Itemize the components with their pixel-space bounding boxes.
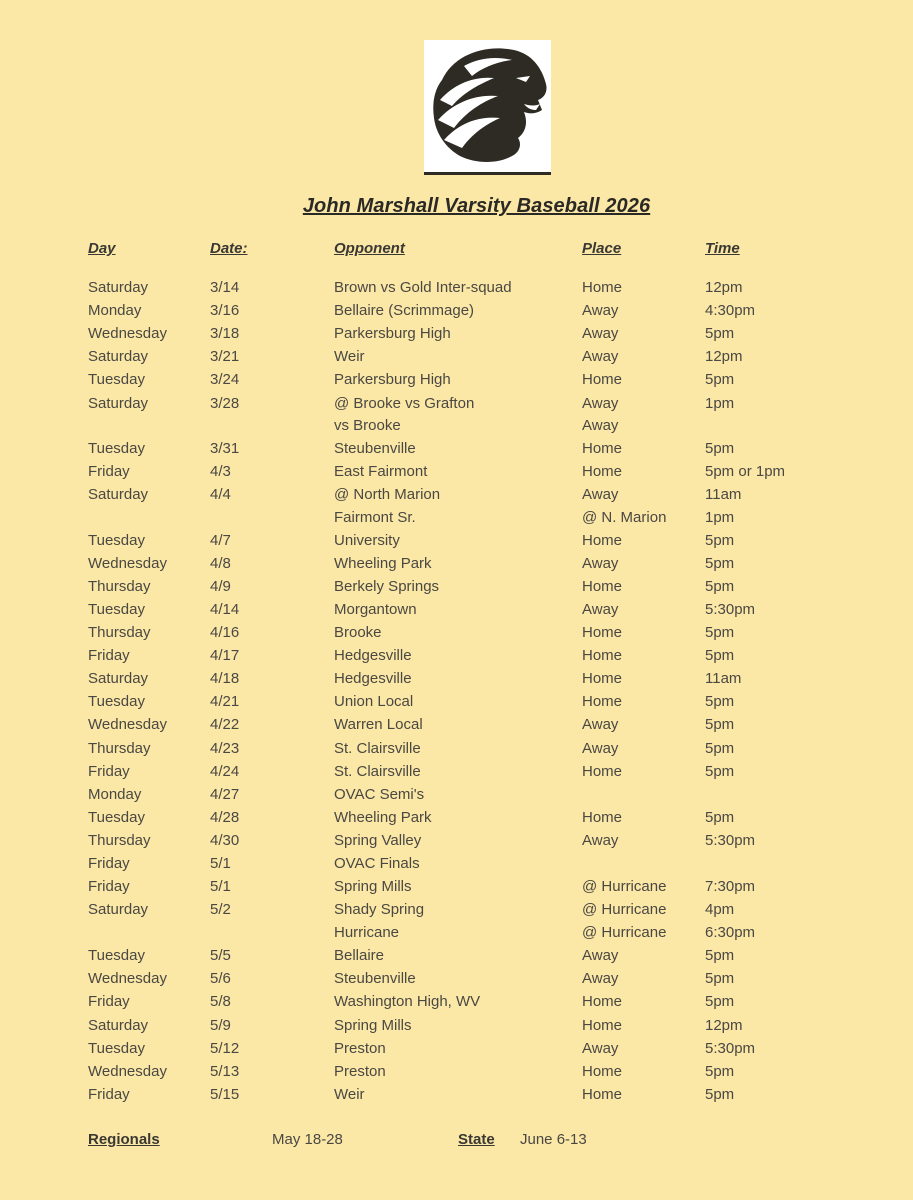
cell-date: 4/9 <box>210 578 231 595</box>
cell-day: Thursday <box>88 832 151 849</box>
cell-date: 4/3 <box>210 463 231 480</box>
cell-time: 5pm <box>705 532 735 549</box>
cell-place: Home <box>582 463 623 480</box>
cell-date: 3/28 <box>210 395 240 412</box>
cell-place: Home <box>582 993 623 1010</box>
table-row <box>0 279 913 301</box>
table-row <box>0 993 913 1015</box>
cell-date: 4/8 <box>210 555 231 572</box>
cell-opponent: Washington High, WV <box>334 993 481 1010</box>
cell-date: 3/18 <box>210 325 240 342</box>
header-opponent: Opponent <box>334 240 405 257</box>
cell-place: Home <box>582 279 623 296</box>
cell-time: 12pm <box>705 348 743 365</box>
cell-day: Saturday <box>88 486 149 503</box>
cell-day: Tuesday <box>88 1040 145 1057</box>
cell-opponent: Morgantown <box>334 601 417 618</box>
table-row <box>0 970 913 992</box>
schedule-title: John Marshall Varsity Baseball 2026 <box>302 195 651 217</box>
header-place: Place <box>582 240 622 257</box>
table-row <box>0 647 913 669</box>
cell-time: 5pm or 1pm <box>705 463 786 480</box>
cell-opponent: Hedgesville <box>334 647 412 664</box>
cell-day: Friday <box>88 463 130 480</box>
cell-place: @ Hurricane <box>582 924 667 941</box>
cell-day: Wednesday <box>88 325 167 342</box>
cell-time: 4pm <box>705 901 735 918</box>
cell-place: Away <box>582 395 619 412</box>
cell-day: Saturday <box>88 395 149 412</box>
cell-date: 3/16 <box>210 302 240 319</box>
header-date: Date: <box>210 240 248 257</box>
cell-time: 5pm <box>705 693 735 710</box>
header-time: Time <box>705 240 740 257</box>
cell-date: 5/1 <box>210 855 231 872</box>
cell-opponent: Steubenville <box>334 970 416 987</box>
table-row <box>0 1040 913 1062</box>
cell-day: Wednesday <box>88 555 167 572</box>
cell-day: Wednesday <box>88 970 167 987</box>
cell-place: Home <box>582 578 623 595</box>
cell-time: 12pm <box>705 1017 743 1034</box>
cell-day: Tuesday <box>88 693 145 710</box>
cell-opponent: Preston <box>334 1040 386 1057</box>
cell-place: Away <box>582 325 619 342</box>
cell-day: Tuesday <box>88 601 145 618</box>
table-row <box>0 1017 913 1039</box>
cell-day: Wednesday <box>88 716 167 733</box>
cell-time: 5:30pm <box>705 601 756 618</box>
cell-place: Home <box>582 809 623 826</box>
cell-time: 5pm <box>705 763 735 780</box>
regionals-label: Regionals <box>88 1131 160 1148</box>
cell-opponent: Hedgesville <box>334 670 412 687</box>
table-row <box>0 486 913 508</box>
cell-place: Home <box>582 440 623 457</box>
table-row <box>0 740 913 762</box>
cell-date: 5/5 <box>210 947 231 964</box>
cell-time: 5pm <box>705 740 735 757</box>
cell-date: 3/24 <box>210 371 240 388</box>
cell-day: Tuesday <box>88 371 145 388</box>
cell-time: 5pm <box>705 970 735 987</box>
cell-date: 4/23 <box>210 740 240 757</box>
cell-day: Saturday <box>88 348 149 365</box>
cell-day: Monday <box>88 786 142 803</box>
cell-opponent: @ North Marion <box>334 486 441 503</box>
table-row <box>0 578 913 600</box>
table-row <box>0 555 913 577</box>
cell-date: 3/31 <box>210 440 240 457</box>
table-row <box>0 947 913 969</box>
cell-date: 5/9 <box>210 1017 231 1034</box>
table-row <box>0 440 913 462</box>
table-row <box>0 532 913 554</box>
cell-day: Friday <box>88 993 130 1010</box>
table-row <box>0 417 913 439</box>
cell-place: Home <box>582 1086 623 1103</box>
cell-place: Away <box>582 970 619 987</box>
table-row <box>0 509 913 531</box>
cell-day: Monday <box>88 302 142 319</box>
table-row <box>0 601 913 623</box>
cell-time: 5pm <box>705 440 735 457</box>
cell-day: Thursday <box>88 578 151 595</box>
table-row <box>0 670 913 692</box>
cell-day: Friday <box>88 647 130 664</box>
lion-head-icon <box>424 40 551 169</box>
cell-place: Home <box>582 763 623 780</box>
cell-place: Away <box>582 947 619 964</box>
cell-date: 4/30 <box>210 832 240 849</box>
cell-opponent: Brown vs Gold Inter-squad <box>334 279 512 296</box>
cell-opponent: Parkersburg High <box>334 325 451 342</box>
cell-opponent: Berkely Springs <box>334 578 440 595</box>
cell-time: 5pm <box>705 993 735 1010</box>
cell-opponent: Shady Spring <box>334 901 425 918</box>
table-row <box>0 1063 913 1085</box>
cell-time: 6:30pm <box>705 924 756 941</box>
table-row <box>0 1086 913 1108</box>
cell-opponent: Wheeling Park <box>334 555 432 572</box>
cell-opponent: Weir <box>334 1086 365 1103</box>
cell-time: 12pm <box>705 279 743 296</box>
cell-opponent: @ Brooke vs Grafton <box>334 395 475 412</box>
cell-place: Away <box>582 832 619 849</box>
cell-time: 5pm <box>705 1063 735 1080</box>
cell-time: 5:30pm <box>705 832 756 849</box>
state-label: State <box>458 1131 495 1148</box>
cell-day: Thursday <box>88 740 151 757</box>
cell-opponent: University <box>334 532 400 549</box>
table-row <box>0 348 913 370</box>
cell-place: Home <box>582 371 623 388</box>
table-row <box>0 763 913 785</box>
cell-opponent: Spring Valley <box>334 832 422 849</box>
lion-head-logo <box>424 40 551 175</box>
cell-place: Away <box>582 486 619 503</box>
cell-date: 4/17 <box>210 647 240 664</box>
regionals-dates: May 18-28 <box>272 1131 343 1148</box>
cell-place: @ N. Marion <box>582 509 667 526</box>
cell-place: Home <box>582 624 623 641</box>
cell-date: 3/14 <box>210 279 240 296</box>
cell-day: Tuesday <box>88 532 145 549</box>
cell-opponent: OVAC Semi's <box>334 786 425 803</box>
cell-opponent: Warren Local <box>334 716 423 733</box>
cell-place: Home <box>582 693 623 710</box>
cell-time: 5pm <box>705 624 735 641</box>
cell-time: 7:30pm <box>705 878 756 895</box>
cell-place: Away <box>582 555 619 572</box>
cell-place: Away <box>582 302 619 319</box>
cell-opponent: Brooke <box>334 624 382 641</box>
cell-place: @ Hurricane <box>582 878 667 895</box>
cell-day: Friday <box>88 1086 130 1103</box>
cell-time: 5pm <box>705 1086 735 1103</box>
cell-opponent: Spring Mills <box>334 878 412 895</box>
cell-place: Away <box>582 716 619 733</box>
cell-day: Saturday <box>88 1017 149 1034</box>
cell-time: 1pm <box>705 395 735 412</box>
cell-date: 5/15 <box>210 1086 240 1103</box>
cell-time: 5pm <box>705 578 735 595</box>
cell-opponent: Steubenville <box>334 440 416 457</box>
cell-date: 4/21 <box>210 693 240 710</box>
cell-date: 4/24 <box>210 763 240 780</box>
cell-day: Tuesday <box>88 947 145 964</box>
cell-opponent: Bellaire (Scrimmage) <box>334 302 475 319</box>
cell-opponent: vs Brooke <box>334 417 401 434</box>
table-row <box>0 716 913 738</box>
table-row <box>0 371 913 393</box>
cell-opponent: Hurricane <box>334 924 400 941</box>
cell-date: 5/8 <box>210 993 231 1010</box>
cell-date: 4/4 <box>210 486 231 503</box>
cell-time: 5pm <box>705 947 735 964</box>
cell-time: 5pm <box>705 647 735 664</box>
cell-time: 11am <box>705 670 742 687</box>
cell-opponent: St. Clairsville <box>334 763 421 780</box>
cell-date: 3/21 <box>210 348 240 365</box>
cell-day: Tuesday <box>88 440 145 457</box>
cell-opponent: Fairmont Sr. <box>334 509 416 526</box>
cell-place: Away <box>582 601 619 618</box>
cell-place: Home <box>582 1063 623 1080</box>
cell-date: 4/28 <box>210 809 240 826</box>
state-dates: June 6-13 <box>520 1131 587 1148</box>
cell-opponent: Bellaire <box>334 947 385 964</box>
cell-opponent: St. Clairsville <box>334 740 421 757</box>
cell-time: 11am <box>705 486 742 503</box>
cell-place: Home <box>582 532 623 549</box>
table-row <box>0 924 913 946</box>
cell-opponent: Spring Mills <box>334 1017 412 1034</box>
cell-day: Thursday <box>88 624 151 641</box>
cell-time: 1pm <box>705 509 735 526</box>
cell-day: Tuesday <box>88 809 145 826</box>
cell-date: 4/7 <box>210 532 231 549</box>
table-row <box>0 855 913 877</box>
cell-time: 5pm <box>705 371 735 388</box>
table-row <box>0 325 913 347</box>
cell-date: 5/1 <box>210 878 231 895</box>
cell-place: Home <box>582 1017 623 1034</box>
cell-time: 5pm <box>705 555 735 572</box>
cell-time: 4:30pm <box>705 302 756 319</box>
cell-place: @ Hurricane <box>582 901 667 918</box>
cell-opponent: Preston <box>334 1063 386 1080</box>
cell-place: Home <box>582 647 623 664</box>
cell-date: 4/16 <box>210 624 240 641</box>
cell-opponent: East Fairmont <box>334 463 428 480</box>
cell-day: Friday <box>88 855 130 872</box>
cell-date: 4/14 <box>210 601 240 618</box>
cell-day: Friday <box>88 878 130 895</box>
cell-opponent: Wheeling Park <box>334 809 432 826</box>
cell-date: 5/2 <box>210 901 231 918</box>
table-row <box>0 809 913 831</box>
cell-time: 5pm <box>705 809 735 826</box>
cell-date: 4/22 <box>210 716 240 733</box>
table-row <box>0 693 913 715</box>
header-day: Day <box>88 240 116 257</box>
cell-date: 5/13 <box>210 1063 240 1080</box>
cell-opponent: OVAC Finals <box>334 855 420 872</box>
cell-opponent: Union Local <box>334 693 414 710</box>
cell-date: 5/12 <box>210 1040 240 1057</box>
cell-opponent: Weir <box>334 348 365 365</box>
cell-opponent: Parkersburg High <box>334 371 451 388</box>
cell-place: Away <box>582 740 619 757</box>
cell-place: Home <box>582 670 623 687</box>
cell-day: Saturday <box>88 279 149 296</box>
table-row <box>0 832 913 854</box>
cell-time: 5pm <box>705 325 735 342</box>
table-row <box>0 302 913 324</box>
table-row <box>0 624 913 646</box>
cell-time: 5pm <box>705 716 735 733</box>
table-row <box>0 901 913 923</box>
table-row <box>0 395 913 417</box>
cell-date: 5/6 <box>210 970 231 987</box>
table-row <box>0 878 913 900</box>
cell-date: 4/18 <box>210 670 240 687</box>
cell-day: Wednesday <box>88 1063 167 1080</box>
cell-date: 4/27 <box>210 786 240 803</box>
cell-day: Saturday <box>88 670 149 687</box>
cell-day: Saturday <box>88 901 149 918</box>
cell-place: Away <box>582 348 619 365</box>
table-row <box>0 786 913 808</box>
cell-time: 5:30pm <box>705 1040 756 1057</box>
cell-place: Away <box>582 417 619 434</box>
table-row <box>0 463 913 485</box>
cell-day: Friday <box>88 763 130 780</box>
cell-place: Away <box>582 1040 619 1057</box>
